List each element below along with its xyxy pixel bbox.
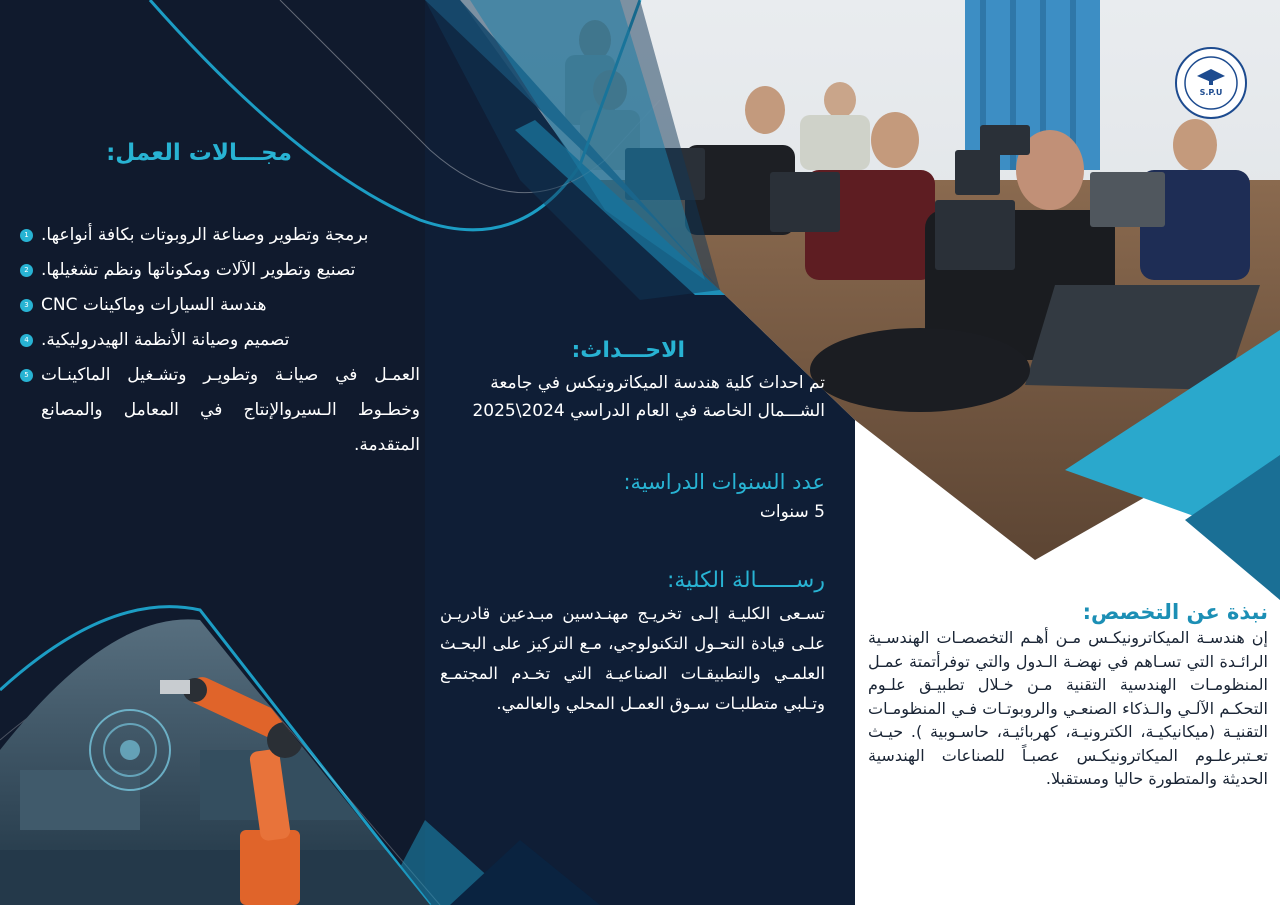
work-fields-section — [20, 140, 420, 463]
about-title: نبذة عن التخصص: — [1082, 600, 1268, 624]
number-badge: 3 — [20, 299, 33, 312]
robot-factory-image — [0, 600, 430, 905]
logo-text: S.P.U — [1199, 88, 1223, 97]
mission-title: رســــــالة الكلية: — [666, 568, 825, 593]
number-badge: 2 — [20, 264, 33, 277]
list-item-text: برمجة وتطوير وصناعة الروبوتات بكافة أنواعها. — [41, 225, 369, 245]
list-item — [20, 218, 420, 253]
list-item — [20, 253, 420, 288]
years-title: عدد السنوات الدراسية: — [623, 470, 825, 494]
logo-seal — [1175, 47, 1247, 119]
events-text: تم احداث كلية هندسة الميكاترونيكس في جامعة الشـــمال الخاصة في العام الدراسي 2024\2025 — [472, 373, 825, 421]
work-fields-list — [20, 218, 420, 463]
mission-section — [440, 568, 825, 719]
list-item-text: تصنيع وتطوير الآلات ومكوناتها ونظم تشغيلها. — [41, 260, 356, 280]
about-section — [868, 600, 1268, 791]
list-item — [20, 323, 420, 358]
number-badge: 5 — [20, 369, 33, 382]
work-fields-title: مجـــالات العمل: — [106, 140, 292, 166]
number-badge: 4 — [20, 334, 33, 347]
list-item-text: تصميم وصيانة الأنظمة الهيدروليكية. — [41, 330, 290, 350]
events-section — [440, 338, 825, 425]
number-badge: 1 — [20, 229, 33, 242]
years-value: 5 سنوات — [759, 502, 825, 522]
years-section — [440, 470, 825, 522]
university-logo — [1175, 47, 1247, 119]
list-item — [20, 358, 420, 463]
about-text: إن هندسـة الميكاترونيكـس مـن أهـم التخصصـات الهندسـية الرائـدة التي تسـاهم في نهضـة الـدول والتي توفرأتمتة عمـل المنظومـات الهندسية التقنية مـن خـلال تطبيـق علـوم التحكـم الآلـي والـذكاء الصنعـي والروبوتـات فـي المنظومـات التقنيـة (ميكانيكيـة، الكترونيـة، كهربائيـة، حاسـوبية ). حيـث تعـتبرعلـوم الميكاترونيكـس عصبـاً للصناعات الهندسية الحديثة والمتطورة حاليا ومستقبلا. — [868, 628, 1268, 788]
robot-arm-illustration — [0, 600, 430, 905]
list-item-text: العمـل في صيانـة وتطويـر وتشـغيل الماكينـات وخطـوط الـسيروالإنتاج في المعامل والمصانع المتقدمة. — [41, 365, 420, 455]
events-title: الاحـــداث: — [571, 338, 685, 363]
list-item — [20, 288, 420, 323]
mission-text: تسـعى الكليـة إلـى تخريـج مهنـدسين مبـدعين قادريـن علـى قيادة التحـول التكنولوجي، مـع التركيز على البحـث العلمـي والتطبيقـات الصناعيـة التي تخـدم المجتمـع وتـلبي متطلبـات سـوق العمـل المحلي والعالمي. — [440, 604, 825, 713]
list-item-text: هندسة السيارات وماكينات CNC — [41, 295, 267, 315]
